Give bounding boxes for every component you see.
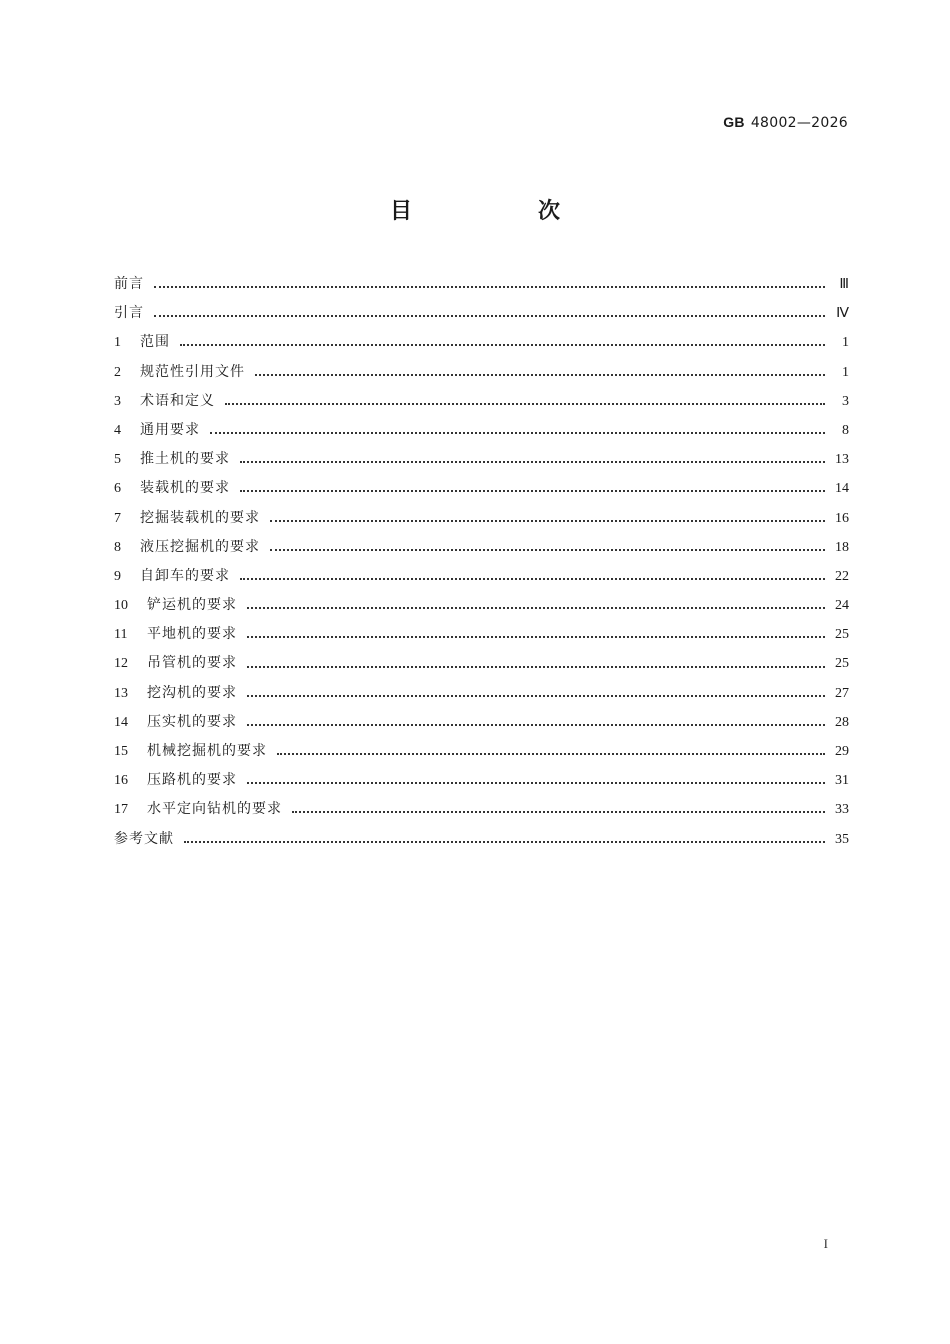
toc-entry[interactable] [114,533,849,562]
toc-entry-page: 25 [835,656,849,672]
toc-entry[interactable] [114,737,849,766]
toc-leader-dots [154,285,825,288]
toc-leader-dots [240,489,825,492]
toc-entry-number: 13 [114,685,128,701]
toc-entry-number: 7 [114,510,121,526]
toc-entry[interactable] [114,679,849,708]
toc-entry-page: 13 [835,452,849,468]
toc-entry-label: 范围 [140,334,170,351]
toc-leader-dots [292,810,825,813]
toc-leader-dots [247,665,825,668]
toc-leader-dots [247,781,825,784]
toc-entry-number: 8 [114,539,121,555]
page-title: 目 次 [389,199,612,224]
standard-prefix: GB [723,114,745,130]
toc-entry[interactable] [114,328,849,357]
toc-entry-label: 机械挖掘机的要求 [147,743,267,759]
toc-leader-dots [184,840,825,843]
toc-entry-page: 27 [835,685,849,701]
toc-leader-dots [240,577,825,580]
toc-entry-page: 1 [842,335,849,351]
toc-entry-page: Ⅲ [839,277,849,292]
toc-entry-label: 挖掘装载机的要求 [140,509,260,526]
toc-entry-number: 14 [114,714,128,730]
toc-leader-dots [247,635,825,638]
toc-entry-page: 25 [835,627,849,643]
toc-entry-label: 水平定向钻机的要求 [147,801,282,818]
toc-leader-dots [247,606,825,609]
toc-entry-page: 14 [835,481,849,497]
toc-entry-number: 1 [114,335,121,351]
toc-entry[interactable] [114,416,849,445]
toc-entry-number: 9 [114,568,121,584]
toc-entry-page: 35 [835,831,849,847]
toc-leader-dots [225,402,825,405]
toc-entry-number: 5 [114,452,121,468]
toc-leader-dots [180,343,825,346]
toc-entry-page: 33 [835,802,849,818]
toc-entry-number: 6 [114,481,121,497]
toc-entry-label: 术语和定义 [140,392,215,409]
toc-entry[interactable] [114,620,849,649]
toc-entry-label: 引言 [114,305,144,322]
toc-entry-label: 参考文献 [114,830,174,847]
toc-entry-page: 3 [842,393,849,409]
toc-entry-page: 18 [835,539,849,555]
toc-leader-dots [154,314,825,317]
toc-entry-label: 通用要求 [140,421,200,438]
toc-leader-dots [255,373,825,376]
toc-entry-number: 10 [114,598,128,614]
toc-leader-dots [247,694,825,697]
toc-entry-label: 压实机的要求 [147,713,237,730]
toc-entry[interactable] [114,562,849,591]
toc-entry-label: 液压挖掘机的要求 [140,538,260,555]
toc-leader-dots [247,723,825,726]
toc-entry-number: 3 [114,393,121,409]
toc-entry-label: 规范性引用文件 [140,363,245,380]
toc-entry[interactable] [114,387,849,416]
toc-entry[interactable] [114,591,849,620]
toc-entry-label: 自卸车的要求 [140,567,230,584]
toc-entry-page: 1 [842,364,849,380]
toc-entry-label: 吊管机的要求 [147,655,237,672]
toc-entry-label: 装载机的要求 [140,480,230,497]
toc-entry-label: 前言 [114,276,144,292]
toc-leader-dots [210,431,825,434]
toc-entry-number: 12 [114,656,128,672]
toc-entry-label: 铲运机的要求 [147,597,237,614]
toc-entry[interactable] [114,504,849,533]
toc-entry-page: 28 [835,714,849,730]
standard-code [723,114,848,132]
toc-entry-number: 4 [114,422,121,438]
toc-entry-label: 推土机的要求 [140,451,230,468]
toc-entry[interactable] [114,825,849,854]
toc-leader-dots [270,519,825,522]
toc-entry[interactable] [114,766,849,795]
toc-entry-page: Ⅳ [836,306,849,322]
toc-entry-page: 22 [835,568,849,584]
toc-entry-page: 8 [842,422,849,438]
toc-entry-number: 11 [114,627,128,643]
toc-entry[interactable] [114,795,849,824]
toc-leader-dots [240,460,825,463]
toc-entry[interactable] [114,358,849,387]
toc-entry-page: 24 [835,598,849,614]
toc-entry-page: 16 [835,510,849,526]
page-folio: I [823,1236,828,1251]
toc-entry-number: 15 [114,744,128,759]
table-of-contents [114,270,849,854]
toc-entry[interactable] [114,445,849,474]
toc-entry-label: 压路机的要求 [147,772,237,789]
toc-entry[interactable] [114,299,849,328]
toc-entry[interactable] [114,474,849,503]
toc-leader-dots [270,548,825,551]
toc-leader-dots [277,752,825,755]
toc-entry-number: 2 [114,364,121,380]
toc-entry-page: 29 [835,744,849,759]
toc-entry[interactable] [114,708,849,737]
standard-number: 48002—2026 [750,115,848,131]
toc-entry[interactable] [114,649,849,678]
toc-entry-number: 17 [114,802,128,818]
toc-entry[interactable] [114,270,849,299]
toc-entry-label: 挖沟机的要求 [147,684,237,701]
toc-entry-number: 16 [114,773,128,789]
toc-entry-page: 31 [835,773,849,789]
toc-entry-label: 平地机的要求 [147,626,237,643]
